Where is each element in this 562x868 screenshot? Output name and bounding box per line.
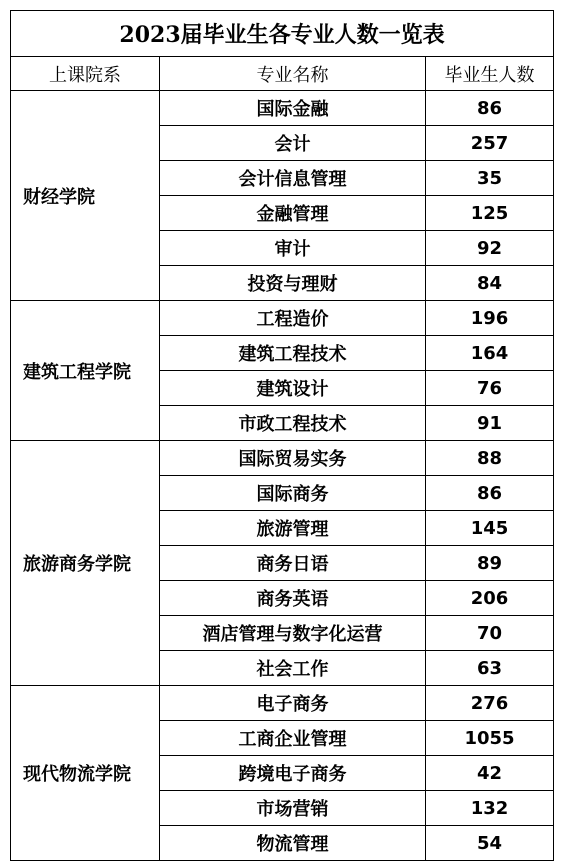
count-cell: 145 [426,511,554,546]
count-cell: 196 [426,301,554,336]
table-body [11,91,554,861]
count-cell: 257 [426,126,554,161]
major-cell: 金融管理 [160,196,426,231]
major-cell: 会计信息管理 [160,161,426,196]
count-cell: 92 [426,231,554,266]
count-cell: 89 [426,546,554,581]
major-cell: 建筑工程技术 [160,336,426,371]
count-cell: 84 [426,266,554,301]
count-cell: 86 [426,476,554,511]
table-row [11,686,554,721]
count-cell: 35 [426,161,554,196]
count-cell: 86 [426,91,554,126]
major-cell: 社会工作 [160,651,426,686]
major-cell: 国际贸易实务 [160,441,426,476]
count-cell: 91 [426,406,554,441]
major-cell: 市场营销 [160,791,426,826]
major-cell: 物流管理 [160,826,426,861]
count-cell: 132 [426,791,554,826]
major-cell: 市政工程技术 [160,406,426,441]
header-count: 毕业生人数 [426,57,554,91]
graduates-table [10,10,554,861]
count-cell: 206 [426,581,554,616]
count-cell: 125 [426,196,554,231]
major-cell: 国际金融 [160,91,426,126]
count-cell: 164 [426,336,554,371]
major-cell: 工程造价 [160,301,426,336]
table-row [11,441,554,476]
major-cell: 建筑设计 [160,371,426,406]
major-cell: 投资与理财 [160,266,426,301]
major-cell: 跨境电子商务 [160,756,426,791]
count-cell: 70 [426,616,554,651]
major-cell: 商务英语 [160,581,426,616]
major-cell: 酒店管理与数字化运营 [160,616,426,651]
major-cell: 商务日语 [160,546,426,581]
major-cell: 工商企业管理 [160,721,426,756]
table-row [11,301,554,336]
count-cell: 1055 [426,721,554,756]
count-cell: 88 [426,441,554,476]
college-cell: 建筑工程学院 [11,301,160,441]
header-major: 专业名称 [160,57,426,91]
header-row [11,57,554,91]
count-cell: 276 [426,686,554,721]
count-cell: 63 [426,651,554,686]
title-row [11,11,554,57]
header-college: 上课院系 [11,57,160,91]
table-title: 2023届毕业生各专业人数一览表 [11,11,554,57]
count-cell: 54 [426,826,554,861]
college-cell: 财经学院 [11,91,160,301]
major-cell: 旅游管理 [160,511,426,546]
college-cell: 旅游商务学院 [11,441,160,686]
major-cell: 审计 [160,231,426,266]
count-cell: 76 [426,371,554,406]
table-row [11,91,554,126]
count-cell: 42 [426,756,554,791]
major-cell: 会计 [160,126,426,161]
college-cell: 现代物流学院 [11,686,160,861]
major-cell: 电子商务 [160,686,426,721]
major-cell: 国际商务 [160,476,426,511]
